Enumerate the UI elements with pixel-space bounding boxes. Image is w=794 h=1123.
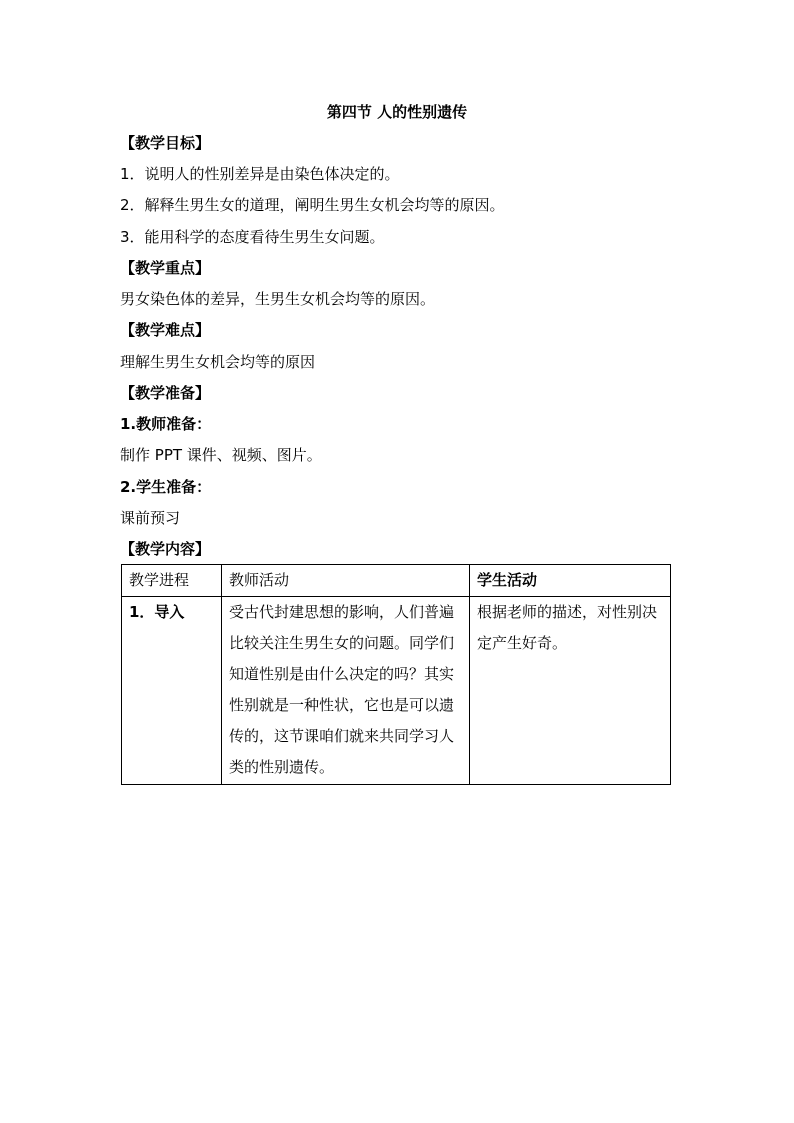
content-heading: 【教学内容】 — [120, 540, 211, 558]
table-row — [122, 597, 671, 785]
row-stage: 1．导入 — [122, 597, 222, 785]
header-student-activity: 学生活动 — [470, 565, 671, 597]
teaching-content-table — [121, 564, 671, 785]
row-teacher-activity: 受古代封建思想的影响，人们普遍比较关注生男生女的问题。同学们知道性别是由什么决定的吗？其实性别就是一种性状，它也是可以遗传的，这节课咱们就来共同学习人类的性别遗传。 — [222, 597, 470, 785]
teacher-prep-heading: 1.教师准备： — [120, 415, 212, 433]
objectives-heading: 【教学目标】 — [120, 134, 211, 152]
preparation-heading: 【教学准备】 — [120, 384, 211, 402]
header-teacher-activity: 教师活动 — [222, 565, 470, 597]
key-points-heading: 【教学重点】 — [120, 259, 211, 277]
document-title: 第四节 人的性别遗传 — [326, 103, 468, 121]
objective-3: 3．能用科学的态度看待生男生女问题。 — [120, 228, 385, 246]
row-student-activity: 根据老师的描述，对性别决定产生好奇。 — [470, 597, 671, 785]
key-points-text: 男女染色体的差异，生男生女机会均等的原因。 — [120, 290, 436, 308]
student-prep-heading: 2.学生准备： — [120, 478, 212, 496]
table-header-row — [122, 565, 671, 597]
header-stage: 教学进程 — [122, 565, 222, 597]
difficulties-text: 理解生男生女机会均等的原因 — [120, 353, 316, 371]
objective-1: 1．说明人的性别差异是由染色体决定的。 — [120, 165, 400, 183]
student-prep-text: 课前预习 — [120, 509, 181, 527]
objective-2: 2．解释生男生女的道理，阐明生男生女机会均等的原因。 — [120, 196, 505, 214]
difficulties-heading: 【教学难点】 — [120, 321, 211, 339]
teacher-prep-text: 制作 PPT 课件、视频、图片。 — [120, 446, 322, 464]
